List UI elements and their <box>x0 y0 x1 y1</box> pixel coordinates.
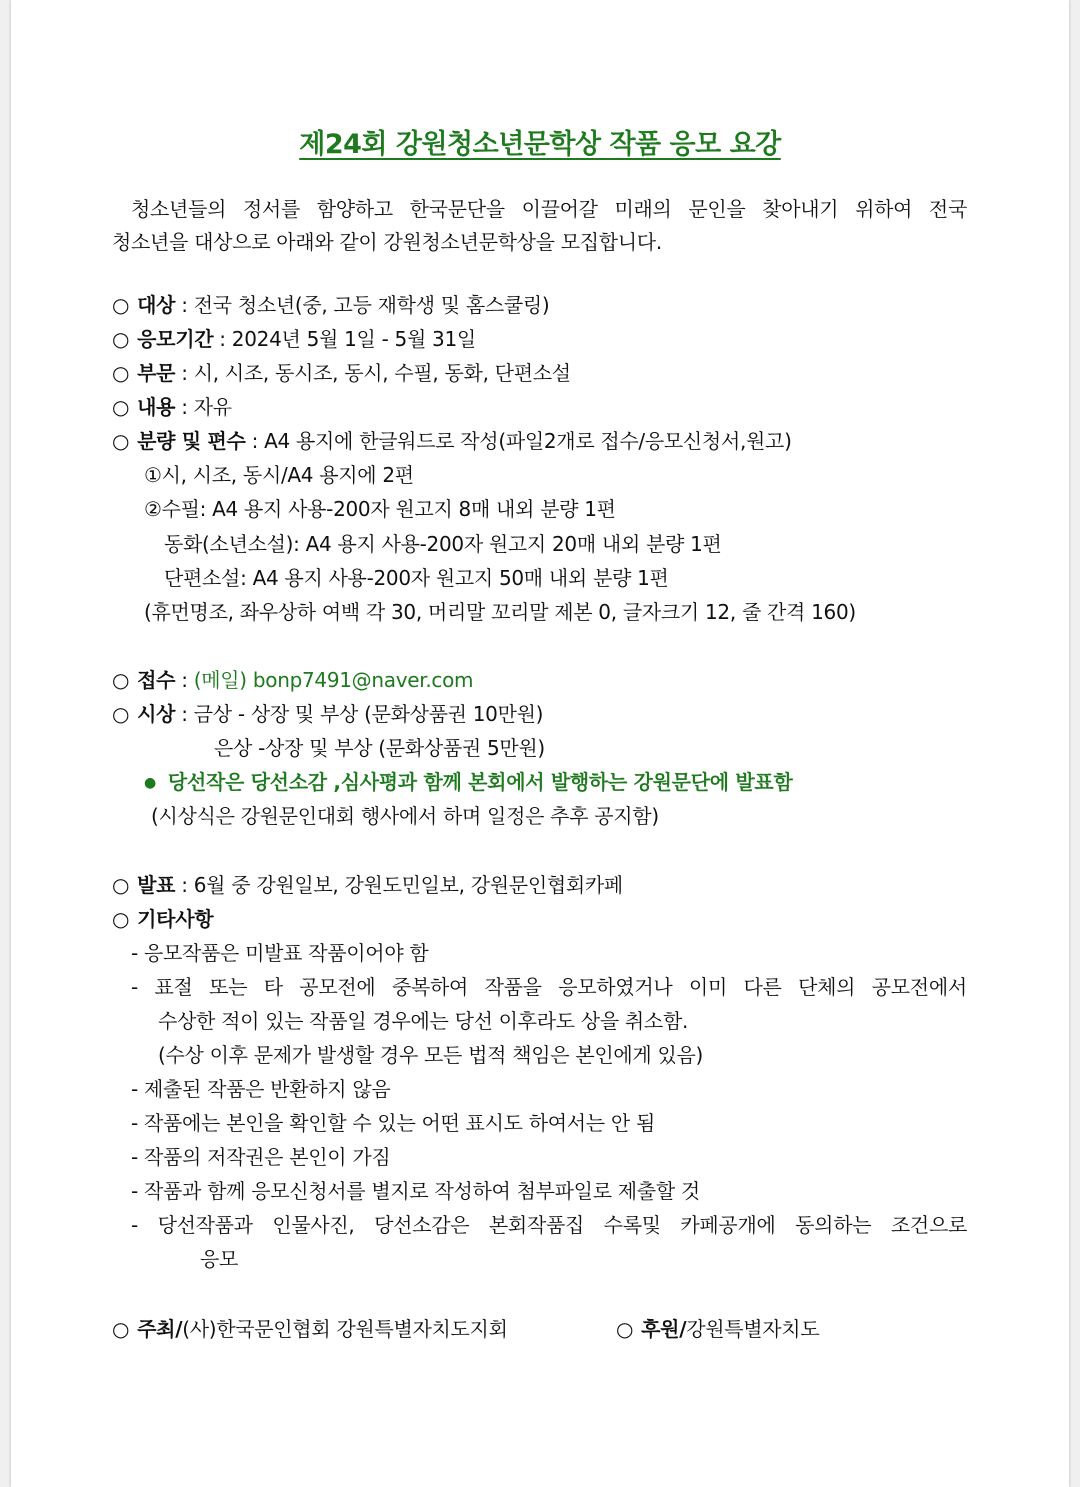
item-label: 기타사항 <box>137 907 214 931</box>
intro-word: 한국문단을 <box>409 197 505 221</box>
item-receipt <box>112 667 473 693</box>
award-note: (시상식은 강원문인대회 행사에서 하며 일정은 추후 공지함) <box>151 804 659 828</box>
item-announce <box>112 872 623 898</box>
intro-word: 청소년들의 <box>131 197 227 221</box>
item-text: : 6월 중 강원일보, 강원도민일보, 강원문인협회카페 <box>175 873 623 897</box>
etc-word: - <box>131 1213 138 1237</box>
intro-word: 이끌어갈 <box>521 197 598 221</box>
etc-word: 이미 <box>688 975 727 999</box>
item-award <box>112 701 543 727</box>
etc-line-10: 응모 <box>200 1247 239 1271</box>
etc-line-6: - 작품에는 본인을 확인할 수 있는 어떤 표시도 하여서는 안 됨 <box>131 1111 655 1135</box>
item-separator: : <box>175 668 194 692</box>
circle-bullet-icon: ○ <box>112 702 130 726</box>
etc-word: 다른 <box>743 975 782 999</box>
etc-line-5: - 제출된 작품은 반환하지 않음 <box>131 1077 391 1101</box>
item-text: : 2024년 5월 1일 - 5월 31일 <box>213 327 476 351</box>
intro-word: 함양하고 <box>316 197 393 221</box>
etc-word: 인물사진, <box>272 1213 355 1237</box>
item-text: : 금상 - 상장 및 부상 (문화상품권 10만원) <box>175 702 544 726</box>
etc-word: - <box>131 975 138 999</box>
circle-bullet-icon: ○ <box>112 361 130 385</box>
item-text: : 전국 청소년(중, 고등 재학생 및 홈스쿨링) <box>175 293 550 317</box>
item-content <box>112 394 232 420</box>
etc-line-9 <box>131 1212 967 1238</box>
intro-word: 정서를 <box>242 197 300 221</box>
etc-word: 작품을 <box>484 975 542 999</box>
etc-line-8: - 작품과 함께 응모신청서를 별지로 작성하여 첨부파일로 제출할 것 <box>131 1179 700 1203</box>
etc-word: 조건으로 <box>890 1213 967 1237</box>
intro-line-1 <box>131 196 967 222</box>
item-text: : A4 용지에 한글워드로 작성(파일2개로 접수/응모신청서,원고) <box>245 429 792 453</box>
item-label: 대상 <box>137 293 176 317</box>
circle-bullet-icon: ○ <box>112 395 130 419</box>
volume-sub-3: 동화(소년소설): A4 용지 사용-200자 원고지 20매 내외 분량 1편 <box>164 532 722 556</box>
item-category <box>112 360 571 386</box>
item-label: 접수 <box>137 668 176 692</box>
item-label: 후원/ <box>641 1317 687 1341</box>
award-notice-text: 당선작은 당선소감 ,심사평과 함께 본회에서 발행하는 강원문단에 발표함 <box>167 770 793 794</box>
etc-word: 당선작품과 <box>157 1213 253 1237</box>
receipt-email: (메일) bonp7491@naver.com <box>193 668 474 692</box>
etc-word: 타 <box>263 975 283 999</box>
item-target <box>112 292 549 318</box>
etc-line-2 <box>131 974 967 1000</box>
volume-sub-1: ①시, 시조, 동시/A4 용지에 2편 <box>144 463 414 487</box>
dot-bullet-icon: ● <box>144 775 156 791</box>
item-label: 응모기간 <box>137 327 214 351</box>
etc-word: 또는 <box>209 975 248 999</box>
etc-word: 단체의 <box>798 975 856 999</box>
etc-word: 공모전에서 <box>871 975 967 999</box>
etc-word: 당선소감은 <box>374 1213 470 1237</box>
intro-line-2: 청소년을 대상으로 아래와 같이 강원청소년문학상을 모집합니다. <box>112 230 662 254</box>
etc-line-4: (수상 이후 문제가 발생할 경우 모든 법적 책임은 본인에게 있음) <box>158 1043 704 1067</box>
volume-sub-4: 단편소설: A4 용지 사용-200자 원고지 50매 내외 분량 1편 <box>164 566 669 590</box>
item-sponsor <box>616 1316 819 1342</box>
etc-word: 동의하는 <box>795 1213 872 1237</box>
circle-bullet-icon: ○ <box>616 1317 634 1341</box>
intro-word: 위하여 <box>855 197 913 221</box>
circle-bullet-icon: ○ <box>112 1317 130 1341</box>
intro-word: 문인을 <box>688 197 746 221</box>
award-notice <box>144 769 792 796</box>
etc-word: 본회작품집 <box>488 1213 585 1237</box>
item-label: 시상 <box>137 702 176 726</box>
etc-word: 카페공개에 <box>680 1213 776 1237</box>
circle-bullet-icon: ○ <box>112 668 130 692</box>
item-label: 발표 <box>137 873 176 897</box>
etc-word: 응모하였거나 <box>558 975 673 999</box>
etc-word: 공모전에 <box>299 975 376 999</box>
intro-word: 찾아내기 <box>762 197 839 221</box>
etc-line-7: - 작품의 저작권은 본인이 가짐 <box>131 1145 391 1169</box>
document-page <box>11 0 1069 1487</box>
item-volume <box>112 428 792 454</box>
volume-sub-2: ②수필: A4 용지 사용-200자 원고지 8매 내외 분량 1편 <box>144 497 616 521</box>
etc-word: 수록및 <box>603 1213 661 1237</box>
item-text: : 시, 시조, 동시조, 동시, 수필, 동화, 단편소설 <box>175 361 571 385</box>
intro-word: 전국 <box>928 197 967 221</box>
item-text: 강원특별자치도 <box>686 1317 820 1341</box>
item-period <box>112 326 476 352</box>
item-host <box>112 1316 508 1342</box>
circle-bullet-icon: ○ <box>112 293 130 317</box>
etc-word: 중복하여 <box>391 975 469 999</box>
intro-word: 미래의 <box>614 197 672 221</box>
item-text: (사)한국문인협회 강원특별자치도지회 <box>182 1317 508 1341</box>
circle-bullet-icon: ○ <box>112 429 130 453</box>
circle-bullet-icon: ○ <box>112 873 130 897</box>
item-label: 부문 <box>137 361 176 385</box>
etc-line-1: - 응모작품은 미발표 작품이어야 함 <box>131 941 429 965</box>
circle-bullet-icon: ○ <box>112 907 130 931</box>
volume-sub-5: (휴먼명조, 좌우상하 여백 각 30, 머리말 꼬리말 제본 0, 글자크기 12, 줄 간격 160) <box>144 600 856 624</box>
etc-line-3: 수상한 적이 있는 작품일 경우에는 당선 이후라도 상을 취소함. <box>158 1009 689 1033</box>
item-etc <box>112 906 213 932</box>
document-title: 제24회 강원청소년문학상 작품 응모 요강 <box>299 129 781 160</box>
item-label: 주최/ <box>137 1317 183 1341</box>
etc-word: 표절 <box>154 975 193 999</box>
circle-bullet-icon: ○ <box>112 327 130 351</box>
award-line-2: 은상 -상장 및 부상 (문화상품권 5만원) <box>214 736 545 760</box>
item-text: : 자유 <box>175 395 232 419</box>
item-label: 분량 및 편수 <box>137 429 246 453</box>
item-label: 내용 <box>137 395 176 419</box>
